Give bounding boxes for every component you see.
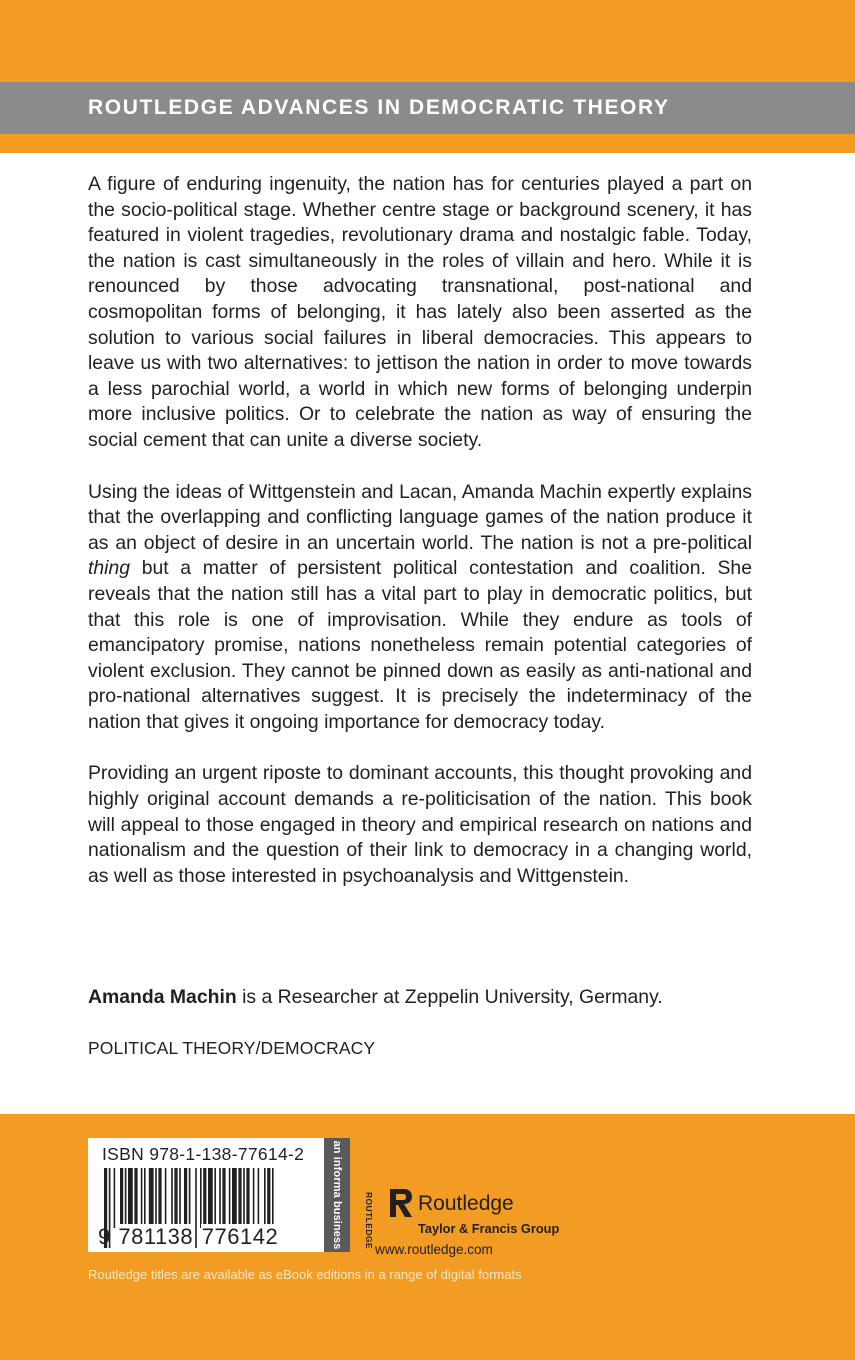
barcode-bar bbox=[200, 1168, 202, 1228]
barcode-bar bbox=[174, 1168, 177, 1228]
barcode-bar bbox=[267, 1168, 270, 1228]
barcode-bar bbox=[208, 1168, 213, 1228]
barcode-bar bbox=[158, 1168, 161, 1228]
top-orange-band bbox=[0, 0, 855, 82]
barcode-bar bbox=[253, 1168, 255, 1228]
barcode-bar bbox=[171, 1168, 173, 1228]
barcode-bar bbox=[243, 1168, 245, 1228]
barcode-bar bbox=[184, 1168, 187, 1228]
barcode-bar bbox=[246, 1168, 249, 1228]
barcode-bar bbox=[219, 1168, 221, 1228]
informa-text: an informa business bbox=[331, 1140, 343, 1250]
blurb-paragraph-3: Providing an urgent riposte to dominant accounts, this thought provoking and highly original account demands a re-politicisation of the nation. This book will appeal to those engaged in theory and empirical research on nations and nationalism and the question of their link to democracy in a changing world, as well as those interested in psychoanalysis and Wittgenstein. bbox=[88, 762, 752, 887]
publisher-group: Taylor & Francis Group bbox=[418, 1221, 560, 1236]
blurb-paragraph-2-start: Using the ideas of Wittgenstein and Lacan, Amanda Machin expertly explains that the overlapping and conflicting language games of the nation produce it as an object of desire in an uncertain world. The nation is not a pre-political bbox=[88, 480, 752, 554]
barcode-right-digits: 776142 bbox=[201, 1224, 279, 1249]
barcode-bar bbox=[232, 1168, 237, 1228]
barcode-bar bbox=[258, 1168, 260, 1228]
barcode-bar bbox=[272, 1168, 274, 1228]
barcode-bar bbox=[155, 1168, 157, 1228]
barcode-bar bbox=[125, 1168, 127, 1228]
isbn-label: ISBN 978-1-138-77614-2 bbox=[102, 1144, 305, 1164]
barcode-bar bbox=[128, 1168, 133, 1228]
barcode-bar bbox=[222, 1168, 225, 1228]
barcode-bar bbox=[179, 1168, 181, 1228]
barcode-bar bbox=[114, 1168, 116, 1228]
ebook-availability-note: Routledge titles are available as eBook editions in a range of digital formats bbox=[88, 1267, 522, 1282]
series-title: ROUTLEDGE ADVANCES IN DEMOCRATIC THEORY bbox=[0, 82, 855, 134]
barcode-bar bbox=[203, 1168, 206, 1228]
routledge-vertical-wordmark: ROUTLEDGE bbox=[364, 1192, 374, 1249]
barcode-bar bbox=[165, 1168, 167, 1228]
barcode-bar bbox=[144, 1168, 146, 1228]
barcode-bar bbox=[149, 1168, 154, 1228]
back-cover-blurb bbox=[88, 172, 752, 915]
barcode-first-digit: 9 bbox=[98, 1224, 111, 1249]
barcode-bar bbox=[134, 1168, 137, 1228]
orange-divider-band bbox=[0, 134, 855, 153]
blurb-paragraph-1: A figure of enduring ingenuity, the nation has for centuries played a part on the socio-political stage. Whether centre stage or background scenery, it has featured in violent tragedies, revolutionary drama and nostalgic fable. Today, the nation is cast simultaneously in the roles of villain and hero. While it is renounced by those advocating transnational, post-national and cosmopolitan forms of belonging, it has lately also been asserted as the solution to various social failures in liberal democracies. This appears to leave us with two alternatives: to jettison the nation in order to move towards a less parochial world, a world in which new forms of belonging underpin more inclusive politics. Or to celebrate the nation as way of ensuring the social cement that can unite a diverse society. bbox=[88, 173, 752, 451]
barcode-bar bbox=[120, 1168, 123, 1228]
barcode-bar bbox=[229, 1168, 231, 1228]
barcode-bar bbox=[264, 1168, 266, 1228]
publisher-url: www.routledge.com bbox=[375, 1242, 493, 1257]
author-name: Amanda Machin bbox=[88, 986, 237, 1008]
barcode-digits bbox=[98, 1224, 279, 1250]
informa-tag bbox=[324, 1138, 350, 1252]
isbn-barcode bbox=[88, 1138, 324, 1252]
blurb-italic-word: thing bbox=[88, 557, 131, 580]
barcode-bar bbox=[214, 1168, 216, 1228]
blurb-paragraph-2 bbox=[88, 480, 752, 736]
barcode-left-digits: 781138 bbox=[118, 1224, 194, 1249]
barcode-bar bbox=[141, 1168, 143, 1228]
author-bio bbox=[88, 986, 663, 1009]
author-description: is a Researcher at Zeppelin University, Germany. bbox=[236, 986, 663, 1008]
publisher-name: Routledge bbox=[418, 1192, 514, 1215]
blurb-paragraph-2-end: but a matter of persistent political contestation and coalition. She reveals that the nation still has a vital part to play in democratic politics, but that this role is one of improvisation. While they endure as tools of emancipatory promise, nations nonetheless remain potential categories of violent exclusion. They cannot be pinned down as easily as anti-national and pro-national alternatives suggest. It is precisely the indeterminacy of the nation that gives it ongoing importance for democracy today. bbox=[88, 557, 752, 733]
routledge-logo-icon bbox=[388, 1187, 414, 1219]
subject-category: POLITICAL THEORY/DEMOCRACY bbox=[88, 1038, 376, 1058]
barcode-bar bbox=[238, 1168, 241, 1228]
